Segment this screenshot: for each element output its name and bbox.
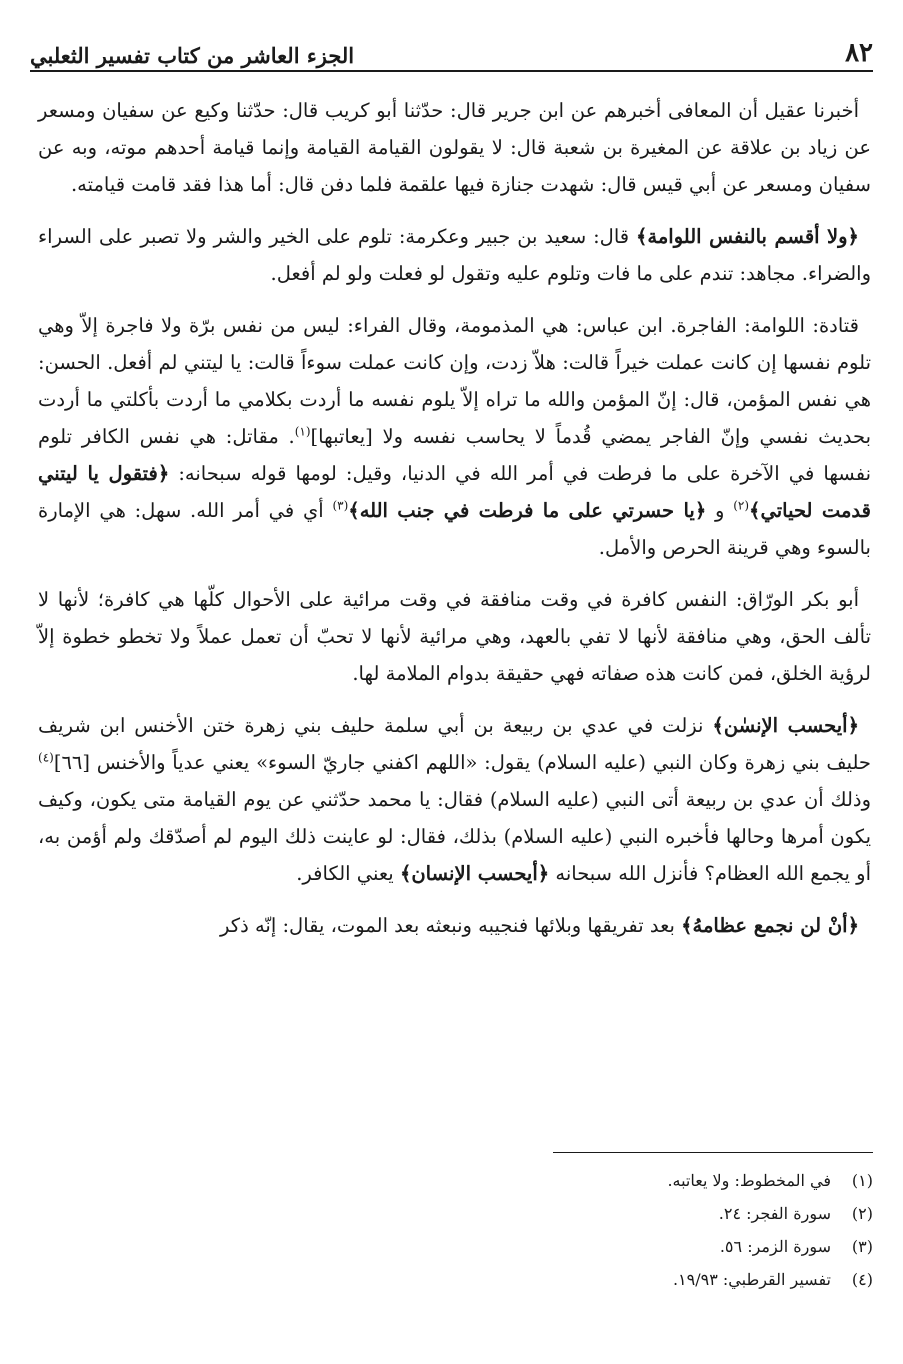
quran-verse: ﴿ولا أقسم بالنفس اللوامة﴾ [635, 225, 859, 248]
paragraph-text: أخبرنا عقيل أن المعافى أخبرهم عن ابن جرير قال: حدّثنا أبو كريب قال: حدّثنا وكيع عن سفيان ومسعر عن زياد بن علاقة عن المغيرة بن شعبة قال: لا يقولون القيامة القيامة وإنما قيامة أحدهم موته، وبه عن سفيان ومسعر عن أبي قيس قال: شهدت جنازة فيها علقمة فلما دفن قال: أما هذا فقد قامت قيامته. [38, 99, 871, 196]
running-title: الجزء العاشر من كتاب تفسير الثعلبي [30, 43, 355, 68]
footnote-reference: (٢) [733, 498, 750, 513]
footnote-text: في المخطوط: ولا يعاتبه. [667, 1171, 831, 1190]
footnote-text: تفسير القرطبي: ١٩/٩٣. [672, 1270, 831, 1289]
body-text [38, 92, 871, 959]
paragraph [38, 218, 871, 292]
paragraph-text: قال: سعيد بن جبير وعكرمة: تلوم على الخير والشر ولا تصبر على السراء والضراء. مجاهد: تندم على ما فات وتلوم عليه وتقول لو فعلت ولو لم أفعل. [38, 225, 871, 285]
footnote-text: سورة الزمر: ٥٦. [719, 1237, 831, 1256]
footnote-number: (٣) [851, 1237, 873, 1256]
footnote-reference: (٣) [332, 498, 349, 513]
paragraph-text: بعد تفريقها وبلائها فنجيبه ونبعثه بعد الموت، يقال: إنّه ذكر [220, 914, 682, 937]
footnote [300, 1263, 873, 1296]
paragraph-text: و [706, 499, 734, 522]
footnote-number: (٢) [851, 1204, 873, 1223]
paragraph-text: أبو بكر الورّاق: النفس كافرة في وقت منافقة في وقت مرائية على الأحوال كلّها هي كافرة؛ لأنها لا تألف الحق، وهي منافقة لأنها لا تفي بالعهد، وهي مرائية لأنها لا تحبّ أن تعمل عملاً ولا تخطو خطوة إلاّ لرؤية الخلق، فمن كانت هذه صفاته فهي حقيقة بدوام الملامة لها. [38, 588, 871, 685]
footnote-text: سورة الفجر: ٢٤. [718, 1204, 831, 1223]
quran-verse: ﴿أيحسب الإنسٰن﴾ [712, 714, 860, 737]
paragraph [38, 707, 871, 892]
quran-verse: ﴿أيحسب الإنسان﴾ [399, 862, 550, 885]
quran-verse: ﴿فتقول يا ليتني قدمت لحياتي﴾ [38, 462, 871, 522]
paragraph-text: قتادة: اللوامة: الفاجرة. ابن عباس: هي المذمومة، وقال الفراء: ليس من نفس برّة ولا فاجرة إلاّ وهي تلوم نفسها إن كانت عملت خيراً قالت: هلاّ زدت، وإن كانت عملت سوءاً قالت: يا ليتني لم أفعل. الحسن: هي نفس المؤمن، قال: إنّ المؤمن والله ما تراه إلاّ يلوم نفسه ما أردت بكلامي ما أردت بأكلتي ما أردت بحديث نفسي وإنّ الفاجر يمضي قُدماً لا يحاسب نفسه ولا [يعاتبها] [38, 314, 871, 448]
paragraph [38, 907, 871, 944]
paragraph [38, 307, 871, 566]
paragraph-text: وذلك أن عدي بن ربيعة أتى النبي (عليه السلام) فقال: يا محمد حدّثني عن يوم القيامة متى يكون، وكيف يكون أمرها وحالها فأخبره النبي (عليه السلام) بذلك، فقال: لو عاينت ذلك اليوم لم أصدّقك ولم أؤمن به، أو يجمع الله العظام؟ فأنزل الله سبحانه [38, 788, 871, 885]
footnote [300, 1230, 873, 1263]
paragraph-text: نزلت في عدي بن ربيعة بن أبي سلمة حليف بني زهرة ختن الأخنس ابن شريف حليف بني زهرة وكان النبي (عليه السلام) يقول: «اللهم اكفني جاريّ السوء» يعني عدياً والأخنس [٦٦] [38, 714, 871, 774]
footnote-number: (٤) [851, 1270, 873, 1289]
paragraph-text: . مقاتل: هي نفس الكافر تلوم نفسها في الآخرة على ما فرطت في أمر الله في الدنيا، وقيل: لومها قوله سبحانه: [38, 425, 871, 485]
paragraph [38, 92, 871, 203]
footnote-separator [553, 1152, 873, 1153]
running-header [30, 30, 873, 72]
page-number: ٨٢ [845, 38, 873, 68]
footnote-number: (١) [851, 1171, 873, 1190]
footnote-reference: (١) [294, 424, 311, 439]
footnote [300, 1197, 873, 1230]
footnotes [300, 1164, 873, 1296]
paragraph [38, 581, 871, 692]
quran-verse: ﴿يا حسرتي على ما فرطت في جنب الله﴾ [348, 499, 707, 522]
footnote-reference: (٤) [38, 750, 54, 765]
paragraph-text: أي في أمر الله. سهل: هي الإمارة بالسوء وهي قرينة الحرص والأمل. [38, 499, 871, 559]
footnote [300, 1164, 873, 1197]
paragraph-text: يعني الكافر. [296, 862, 400, 885]
quran-verse: ﴿أنْ لن نجمع عظامهُ﴾ [681, 914, 859, 937]
